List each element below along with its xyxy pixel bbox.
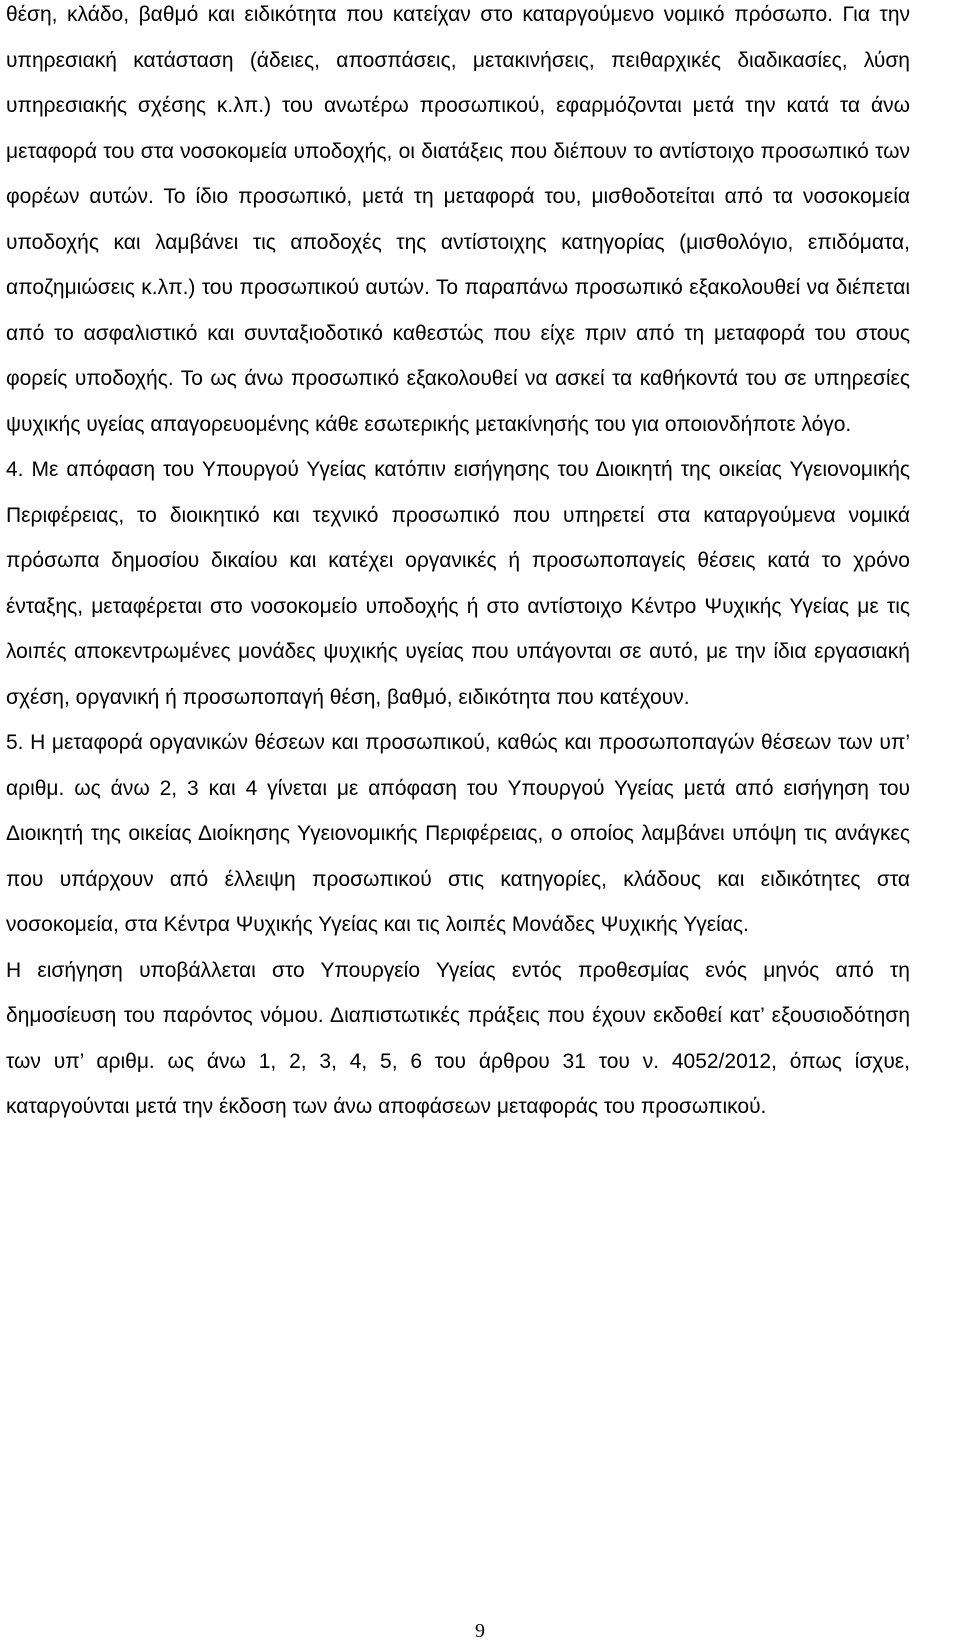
paragraph-item-5: 5. Η μεταφορά οργανικών θέσεων και προσωπικού, καθώς και προσωποπαγών θέσεων των υπ’ αριθμ. ως άνω 2, 3 και 4 γίνεται με απόφαση του Υπουργού Υγείας μετά από εισήγηση του Διοικητή της οικείας Διοίκησης Υγειονομικής Περιφέρειας, ο οποίος λαμβάνει υπόψη τις ανάγκες που υπάρχουν από έλλειψη προσωπικού στις κατηγορίες, κλάδους και ειδικότητες στα νοσοκομεία, στα Κέντρα Ψυχικής Υγείας και τις λοιπές Μονάδες Ψυχικής Υγείας. (6, 731, 910, 936)
document-body (6, 0, 910, 1130)
paragraph-submission: Η εισήγηση υποβάλλεται στο Υπουργείο Υγείας εντός προθεσμίας ενός μηνός από τη δημοσίευση του παρόντος νόμου. Διαπιστωτικές πράξεις που έχουν εκδοθεί κατ’ εξουσιοδότηση των υπ’ αριθμ. ως άνω 1, 2, 3, 4, 5, 6 του άρθρου 31 του ν. 4052/2012, όπως ίσχυε, καταργούνται μετά την έκδοση των άνω αποφάσεων μεταφοράς του προσωπικού. (6, 958, 910, 1118)
paragraph-item-4: 4. Με απόφαση του Υπουργού Υγείας κατόπιν εισήγησης του Διοικητή της οικείας Υγειονομικής Περιφέρειας, το διοικητικό και τεχνικό προσωπικό που υπηρετεί στα καταργούμενα νομικά πρόσωπα δημοσίου δικαίου και κατέχει οργανικές ή προσωποπαγείς θέσεις κατά το χρόνο ένταξης, μεταφέρεται στο νοσοκομείο υποδοχής ή στο αντίστοιχο Κέντρο Ψυχικής Υγείας με τις λοιπές αποκεντρωμένες μονάδες ψυχικής υγείας που υπάγονται σε αυτό, με την ίδια εργασιακή σχέση, οργανική ή προσωποπαγή θέση, βαθμό, ειδικότητα που κατέχουν. (6, 458, 910, 709)
paragraph-continuation: θέση, κλάδο, βαθμό και ειδικότητα που κατείχαν στο καταργούμενο νομικό πρόσωπο. Για την υπηρεσιακή κατάσταση (άδειες, αποσπάσεις, μετακινήσεις, πειθαρχικές διαδικασίες, λύση υπηρεσιακής σχέσης κ.λπ.) του ανωτέρω προσωπικού, εφαρμόζονται μετά την κατά τα άνω μεταφορά του στα νοσοκομεία υποδοχής, οι διατάξεις που διέπουν το αντίστοιχο προσωπικό των φορέων αυτών. Το ίδιο προσωπικό, μετά τη μεταφορά του, μισθοδοτείται από τα νοσοκομεία υποδοχής και λαμβάνει τις αποδοχές της αντίστοιχης κατηγορίας (μισθολόγιο, επιδόματα, αποζημιώσεις κ.λπ.) του προσωπικού αυτών. Το παραπάνω προσωπικό εξακολουθεί να διέπεται από το ασφαλιστικό και συνταξιοδοτικό καθεστώς που είχε πριν από τη μεταφορά του στους φορείς υποδοχής. Το ως άνω προσωπικό εξακολουθεί να ασκεί τα καθήκοντά του σε υπηρεσίες ψυχικής υγείας απαγορευομένης κάθε εσωτερικής μετακίνησής του για οποιονδήποτε λόγο. (6, 3, 910, 436)
page-number: 9 (475, 1620, 485, 1642)
